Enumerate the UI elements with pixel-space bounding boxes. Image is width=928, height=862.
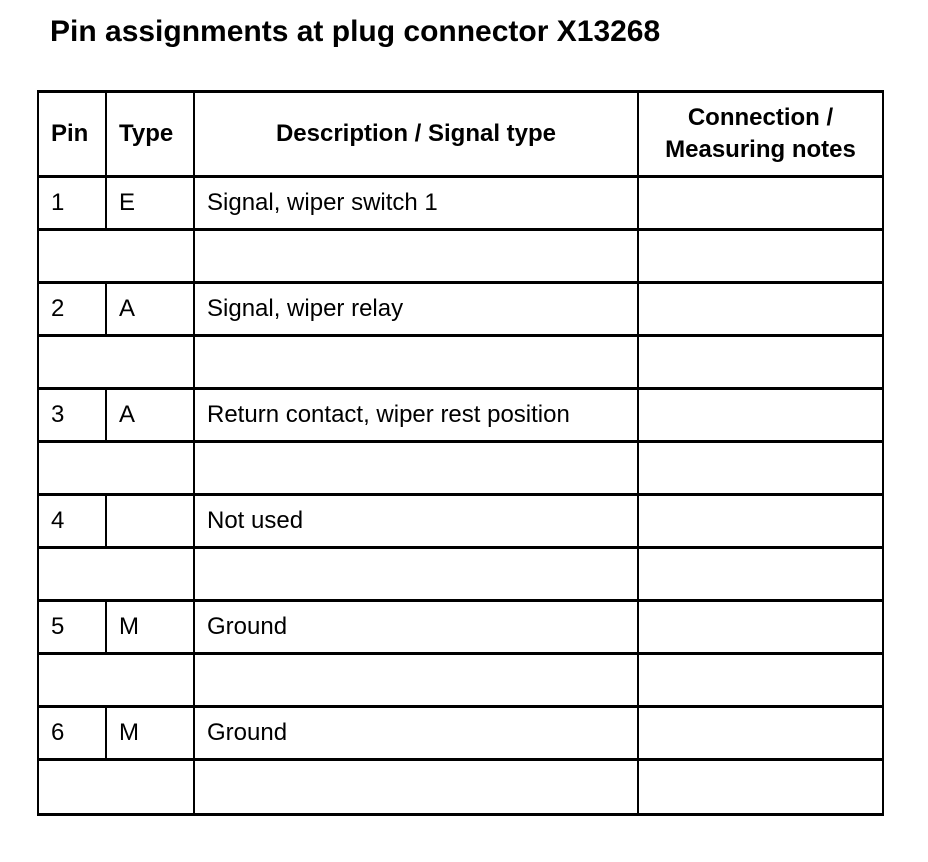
table-row-notes-space bbox=[38, 336, 883, 389]
cell-type bbox=[106, 495, 194, 548]
table-row-notes-space bbox=[38, 760, 883, 815]
cell-blank bbox=[194, 442, 638, 495]
table-row-notes-space bbox=[38, 230, 883, 283]
header-notes bbox=[638, 92, 883, 177]
cell-description: Return contact, wiper rest position bbox=[194, 389, 638, 442]
cell-blank bbox=[638, 230, 883, 283]
cell-type: E bbox=[106, 177, 194, 230]
cell-type: A bbox=[106, 283, 194, 336]
cell-description: Signal, wiper relay bbox=[194, 283, 638, 336]
cell-blank bbox=[638, 654, 883, 707]
header-type: Type bbox=[106, 92, 194, 177]
cell-description: Signal, wiper switch 1 bbox=[194, 177, 638, 230]
cell-pin: 4 bbox=[38, 495, 106, 548]
cell-type: M bbox=[106, 601, 194, 654]
cell-blank bbox=[638, 760, 883, 815]
table-row-notes-space bbox=[38, 442, 883, 495]
cell-notes bbox=[638, 389, 883, 442]
header-pin: Pin bbox=[38, 92, 106, 177]
cell-pin: 1 bbox=[38, 177, 106, 230]
cell-pin: 5 bbox=[38, 601, 106, 654]
cell-blank bbox=[194, 654, 638, 707]
cell-notes bbox=[638, 601, 883, 654]
cell-description: Not used bbox=[194, 495, 638, 548]
table-row bbox=[38, 495, 883, 548]
page-title: Pin assignments at plug connector X13268 bbox=[50, 15, 661, 48]
cell-blank bbox=[38, 760, 194, 815]
cell-blank bbox=[638, 442, 883, 495]
table-header-row bbox=[38, 92, 883, 177]
cell-blank bbox=[38, 654, 194, 707]
cell-blank bbox=[194, 548, 638, 601]
table-row-notes-space bbox=[38, 654, 883, 707]
table-row bbox=[38, 601, 883, 654]
cell-notes bbox=[638, 707, 883, 760]
cell-blank bbox=[38, 230, 194, 283]
cell-description: Ground bbox=[194, 601, 638, 654]
table-row bbox=[38, 707, 883, 760]
cell-blank bbox=[638, 336, 883, 389]
table-row bbox=[38, 283, 883, 336]
cell-type: A bbox=[106, 389, 194, 442]
cell-blank bbox=[38, 548, 194, 601]
cell-pin: 6 bbox=[38, 707, 106, 760]
cell-notes bbox=[638, 283, 883, 336]
cell-description: Ground bbox=[194, 707, 638, 760]
cell-blank bbox=[38, 336, 194, 389]
table-row bbox=[38, 389, 883, 442]
cell-pin: 2 bbox=[38, 283, 106, 336]
pin-assignment-table bbox=[37, 90, 884, 816]
header-description: Description / Signal type bbox=[194, 92, 638, 177]
cell-type: M bbox=[106, 707, 194, 760]
cell-blank bbox=[38, 442, 194, 495]
cell-blank bbox=[638, 548, 883, 601]
cell-blank bbox=[194, 230, 638, 283]
header-notes-line1: Connection / bbox=[687, 104, 834, 131]
cell-notes bbox=[638, 177, 883, 230]
header-notes-line2: Measuring notes bbox=[665, 136, 856, 163]
cell-blank bbox=[194, 336, 638, 389]
table-row-notes-space bbox=[38, 548, 883, 601]
cell-blank bbox=[194, 760, 638, 815]
cell-notes bbox=[638, 495, 883, 548]
cell-pin: 3 bbox=[38, 389, 106, 442]
table-row bbox=[38, 177, 883, 230]
